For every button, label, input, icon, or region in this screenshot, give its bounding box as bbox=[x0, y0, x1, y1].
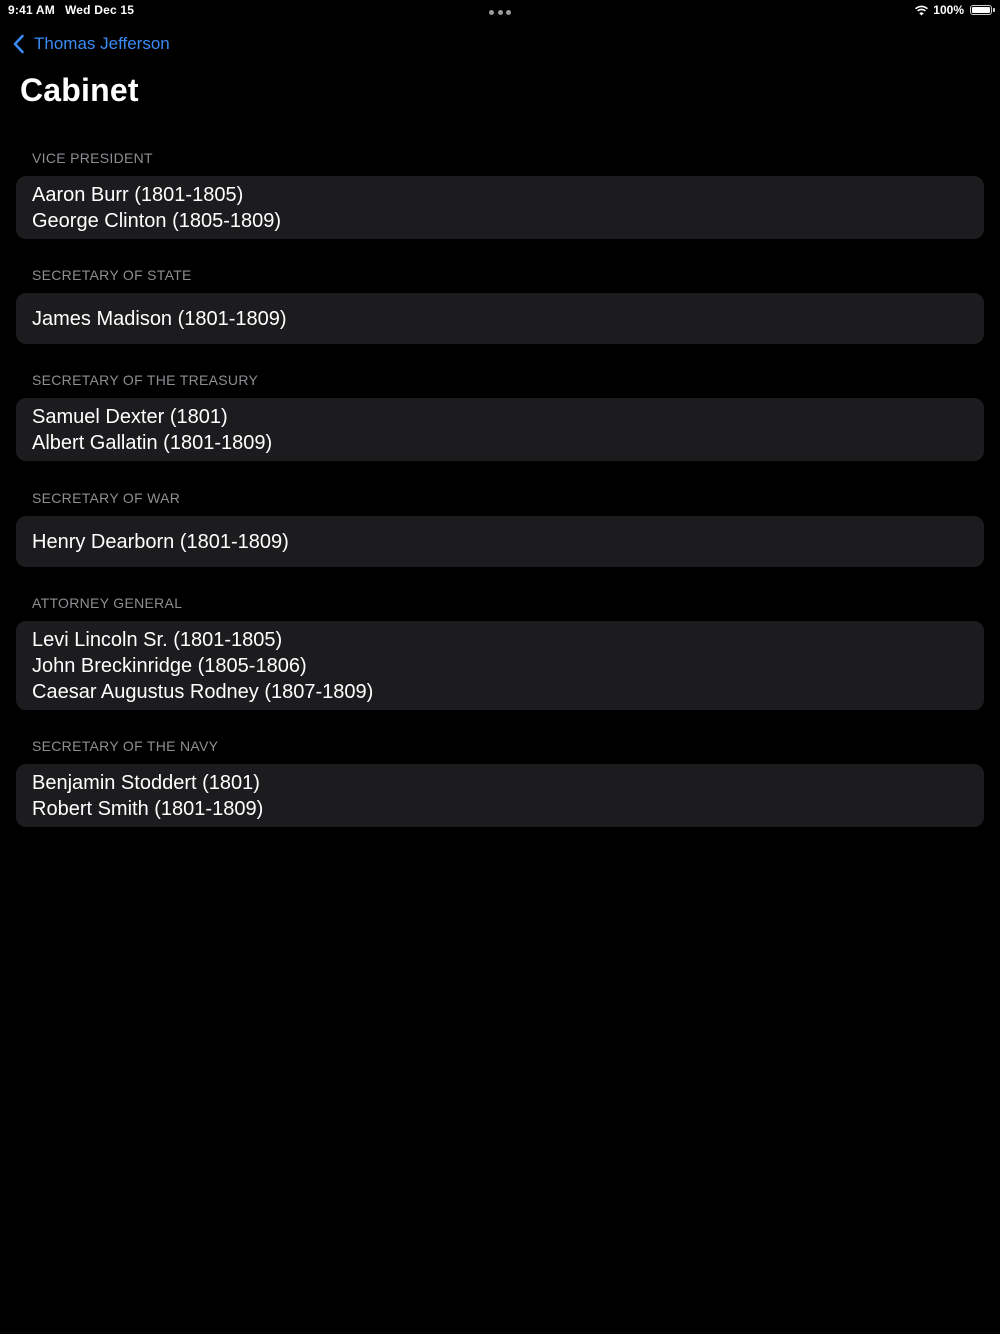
list-item: John Breckinridge (1805-1806) bbox=[32, 654, 307, 677]
back-button[interactable] bbox=[12, 33, 170, 55]
list-item: Benjamin Stoddert (1801) bbox=[32, 771, 260, 794]
section-secretary-of-war bbox=[16, 490, 984, 567]
list-item: Caesar Augustus Rodney (1807-1809) bbox=[32, 680, 374, 703]
chevron-left-icon bbox=[12, 34, 25, 54]
section-header: SECRETARY OF THE NAVY bbox=[32, 738, 219, 754]
section-header: SECRETARY OF STATE bbox=[32, 267, 192, 283]
list-item: Robert Smith (1801-1809) bbox=[32, 797, 264, 820]
status-time-date bbox=[8, 3, 144, 17]
section-vice-president bbox=[16, 150, 984, 239]
section-secretary-of-the-navy bbox=[16, 738, 984, 827]
battery-percent: 100% bbox=[933, 3, 964, 17]
status-time: 9:41 AM bbox=[8, 3, 55, 17]
battery-icon bbox=[970, 5, 992, 15]
section-attorney-general bbox=[16, 595, 984, 710]
section-card bbox=[16, 621, 984, 710]
list-item: Henry Dearborn (1801-1809) bbox=[32, 530, 289, 553]
section-secretary-of-state bbox=[16, 267, 984, 344]
list-item: Levi Lincoln Sr. (1801-1805) bbox=[32, 628, 283, 651]
back-button-label: Thomas Jefferson bbox=[34, 34, 170, 53]
status-bar bbox=[0, 0, 1000, 22]
status-date: Wed Dec 15 bbox=[64, 3, 135, 17]
section-card bbox=[16, 293, 984, 344]
list-item: Aaron Burr (1801-1805) bbox=[32, 183, 244, 206]
list-item: Samuel Dexter (1801) bbox=[32, 405, 228, 428]
section-header: ATTORNEY GENERAL bbox=[32, 595, 183, 611]
section-card bbox=[16, 516, 984, 567]
wifi-icon bbox=[914, 5, 929, 16]
section-secretary-of-the-treasury bbox=[16, 372, 984, 461]
section-header: SECRETARY OF THE TREASURY bbox=[32, 372, 259, 388]
list-item: George Clinton (1805-1809) bbox=[32, 209, 282, 232]
section-card bbox=[16, 764, 984, 827]
multitasking-dots-icon[interactable] bbox=[489, 10, 511, 15]
section-header: SECRETARY OF WAR bbox=[32, 490, 181, 506]
section-card bbox=[16, 176, 984, 239]
section-card bbox=[16, 398, 984, 461]
list-item: Albert Gallatin (1801-1809) bbox=[32, 431, 273, 454]
section-header: VICE PRESIDENT bbox=[32, 150, 153, 166]
page-title: Cabinet bbox=[20, 72, 139, 108]
list-item: James Madison (1801-1809) bbox=[32, 307, 287, 330]
status-indicators bbox=[914, 3, 992, 17]
